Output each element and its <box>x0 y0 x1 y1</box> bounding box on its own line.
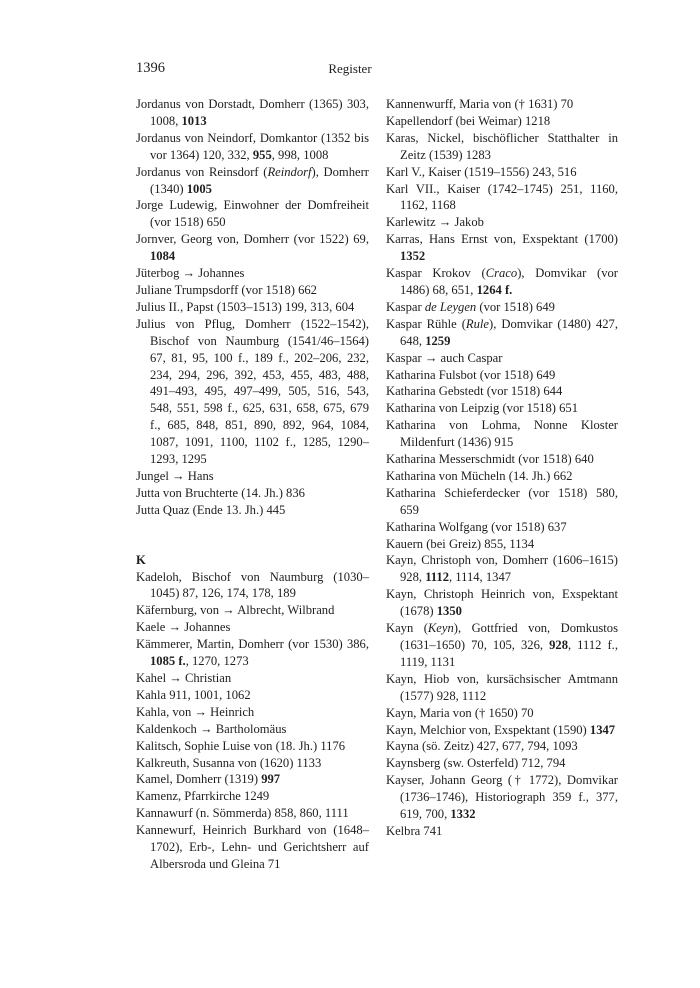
entry-text: Katharina von Leipzig (vor 1518) 651 <box>386 401 578 416</box>
entry-text: Katharina Fulsbot (vor 1518) 649 <box>386 367 556 382</box>
index-entry <box>386 400 618 417</box>
entry-text: Jorge Ludewig, Einwohner der Domfreiheit (vor 1518) 650 <box>136 198 369 230</box>
entry-text: Kahla, von → Heinrich <box>136 704 255 719</box>
index-entry <box>136 704 369 721</box>
index-entry <box>136 822 369 873</box>
index-entry <box>386 316 618 350</box>
entry-text: Kadeloh, Bischof von Naumburg (1030–1045) 87, 126, 174, 178, 189 <box>136 569 369 601</box>
entry-text: Kaele → Johannes <box>136 620 231 635</box>
entry-text: Kahla 911, 1001, 1062 <box>136 687 251 702</box>
index-entry <box>136 468 369 485</box>
entry-text: Kannenwurff, Maria von († 1631) 70 <box>386 97 574 111</box>
variant-name: Keyn <box>427 621 454 636</box>
page-ref-bold: 1013 <box>181 113 207 128</box>
index-entry <box>386 738 618 755</box>
entry-text: Kayn, Melchior von, Exspektant (1590) <box>386 722 590 737</box>
index-entry <box>386 231 618 265</box>
index-entry <box>136 265 369 282</box>
entry-text: Julius II., Papst (1503–1513) 199, 313, 604 <box>136 299 355 314</box>
index-entry <box>386 586 618 620</box>
entry-text: Karl V., Kaiser (1519–1556) 243, 516 <box>386 164 577 179</box>
page-ref-bold: 1350 <box>436 604 462 619</box>
index-entry <box>136 636 369 670</box>
page-ref-bold: 1332 <box>450 807 476 822</box>
index-entry <box>386 755 618 772</box>
entry-text: Karl VII., Kaiser (1742–1745) 251, 1160, 1162, 1168 <box>386 181 618 213</box>
entry-text: Karas, Nickel, bischöflicher Statthalter in Zeitz (1539) 1283 <box>386 130 618 162</box>
index-entry <box>386 181 618 215</box>
index-entry <box>136 602 369 619</box>
index-entry <box>386 722 618 739</box>
index-entry <box>386 620 618 671</box>
index-entry <box>386 214 618 231</box>
entry-text: Jordanus von Neindorf, Domkantor (1352 bis vor 1364) 120, 332, <box>136 130 369 162</box>
entry-text: Kämmerer, Martin, Domherr (vor 1530) 386, <box>136 637 369 652</box>
entry-text: , 998, 1008 <box>271 147 329 162</box>
page-ref-bold: 997 <box>261 772 281 787</box>
entry-text: Kauern (bei Greiz) 855, 1134 <box>386 536 535 551</box>
entry-text: Kelbra 741 <box>386 823 443 838</box>
index-entry <box>386 265 618 299</box>
page-ref-bold: 1085 f. <box>150 654 186 669</box>
index-entry <box>136 670 369 687</box>
entry-text: Jungel → Hans <box>136 468 214 483</box>
entry-text: Katharina Gebstedt (vor 1518) 644 <box>386 384 563 399</box>
entry-text: Kannawurf (n. Sömmerda) 858, 860, 1111 <box>136 806 349 821</box>
entry-text: Karras, Hans Ernst von, Exspektant (1700) <box>386 232 618 247</box>
index-entry <box>386 772 618 823</box>
index-entry <box>386 468 618 485</box>
entry-text: ), Domvikar (vor 1486) 68, 651, <box>400 266 618 297</box>
index-column-right <box>386 96 618 840</box>
index-entry <box>136 299 369 316</box>
section-letter: K <box>136 552 146 567</box>
entry-text: Katharina Messerschmidt (vor 1518) 640 <box>386 452 594 467</box>
page-ref-bold: 1112 <box>425 570 449 585</box>
entry-text: Kaynsberg (sw. Osterfeld) 712, 794 <box>386 756 566 771</box>
index-entry <box>386 519 618 536</box>
entry-text: Katharina von Mücheln (14. Jh.) 662 <box>386 468 573 483</box>
entry-text: Julius von Pflug, Domherr (1522–1542), Bischof von Naumburg (1541/46–1564) 67, 81, 95, 100 f., 189 f., 202–206, 232, 234, 294, 296, 392, 453, 455, 483, 488, 491–493, 495, 497–499, 505, 516, 543, 548, 551, 598 f., 625, 631, 658, 675, 679 f., 685, 848, 851, 890, 892, 964, 1084, 1087, 1091, 1100, 1102 f., 1285, 1290–1293, 1295 <box>136 316 369 467</box>
entry-text: Kaspar → auch Caspar <box>386 350 503 365</box>
index-entry <box>136 485 369 502</box>
section-gap <box>136 519 369 552</box>
entry-text: Juliane Trumpsdorff (vor 1518) 662 <box>136 282 317 297</box>
page-ref-bold: 1352 <box>400 249 426 264</box>
entry-text: , 1270, 1273 <box>185 654 249 669</box>
index-entry <box>386 417 618 451</box>
entry-text: Kayn, Christoph von, Domherr (1606–1615) 928, <box>386 553 618 585</box>
page-number: 1396 <box>136 60 165 76</box>
entry-text: Jutta von Bruchterte (14. Jh.) 836 <box>136 485 305 500</box>
index-entry <box>136 316 369 468</box>
index-entry <box>386 823 618 840</box>
entry-text: Kannewurf, Heinrich Burkhard von (1648–1702), Erb-, Lehn- und Gerichtsherr auf Albersroda und Gleina 71 <box>136 823 369 871</box>
index-entry <box>136 164 369 198</box>
index-entry <box>136 197 369 231</box>
entry-text: Jordanus von Reinsdorf ( <box>136 164 268 179</box>
page-ref-bold: 1259 <box>425 333 451 348</box>
entry-text: Kayn, Maria von († 1650) 70 <box>386 705 534 720</box>
entry-text: Jornver, Georg von, Domherr (vor 1522) 69, <box>136 232 369 247</box>
entry-text: Katharina Wolfgang (vor 1518) 637 <box>386 519 567 534</box>
entry-text: Kahel → Christian <box>136 671 232 685</box>
index-entry <box>136 502 369 519</box>
entry-text: Kaspar Rühle ( <box>386 316 466 331</box>
entry-text: Katharina von Lohma, Nonne Kloster Mildenfurt (1436) 915 <box>386 418 618 450</box>
variant-name: de Leygen <box>424 299 477 314</box>
index-entry <box>136 569 369 603</box>
entry-text: Kalkreuth, Susanna von (1620) 1133 <box>136 755 322 770</box>
entry-text: Käfernburg, von → Albrecht, Wilbrand <box>136 603 335 618</box>
entry-text: Kaspar Krokov ( <box>386 266 486 281</box>
entry-text: ), Domherr (1340) <box>150 164 369 196</box>
index-entry <box>136 721 369 738</box>
index-entry <box>136 619 369 636</box>
entry-text: , 1114, 1347 <box>449 570 512 585</box>
index-entry <box>136 96 369 130</box>
page-ref-bold: 1264 f. <box>476 282 513 297</box>
entry-text: Jüterbog → Johannes <box>136 266 245 281</box>
index-column-left <box>136 96 369 873</box>
variant-name: Craco <box>485 266 518 281</box>
page-ref-bold: 1347 <box>589 722 616 737</box>
index-entry <box>386 671 618 705</box>
index-entry <box>386 383 618 400</box>
index-entry <box>136 805 369 822</box>
index-entry <box>136 282 369 299</box>
entry-text: Kalitsch, Sophie Luise von (18. Jh.) 1176 <box>136 738 346 753</box>
entry-text: ), Domvikar (1480) 427, 648, <box>400 316 618 348</box>
index-entry <box>386 367 618 384</box>
index-entry <box>386 705 618 722</box>
entry-text: Kamel, Domherr (1319) <box>136 772 262 787</box>
index-entry <box>386 350 618 367</box>
entry-text: , 1112 f., 1119, 1131 <box>400 638 618 669</box>
page-ref-bold: 1084 <box>150 249 176 264</box>
index-entry <box>386 552 618 586</box>
index-entry <box>136 687 369 704</box>
variant-name: Rule <box>465 316 490 331</box>
entry-text: Kayn, Hiob von, kursächsischer Amtmann (1577) 928, 1112 <box>386 671 618 703</box>
page-ref-bold: 955 <box>252 147 272 162</box>
page-ref-bold: 1005 <box>186 181 212 196</box>
index-entry <box>136 738 369 755</box>
entry-text: Kayn ( <box>386 621 428 636</box>
running-head: Register <box>328 61 372 76</box>
index-entry <box>386 96 618 113</box>
entry-text: (vor 1518) 649 <box>476 299 555 314</box>
index-entry <box>386 113 618 130</box>
index-entry <box>386 164 618 181</box>
entry-text: ), Gottfried von, Domkustos (1631–1650) 70, 105, 326, <box>400 621 618 652</box>
entry-text: Kaldenkoch → Bartholomäus <box>136 721 287 736</box>
index-entry <box>386 299 618 316</box>
index-entry <box>136 788 369 805</box>
index-entry <box>136 231 369 265</box>
variant-name: Reindorf <box>267 164 312 179</box>
entry-text: Kayser, Johann Georg († 1772), Domvikar (1736–1746), Historiograph 359 f., 377, 619, 700, <box>386 773 618 822</box>
index-entry <box>386 451 618 468</box>
page-ref-bold: 928 <box>549 638 568 652</box>
index-entry <box>386 536 618 553</box>
index-entry <box>136 771 369 788</box>
index-entry <box>136 755 369 772</box>
entry-text: Jutta Quaz (Ende 13. Jh.) 445 <box>136 502 286 517</box>
entry-text: Kapellendorf (bei Weimar) 1218 <box>386 113 551 128</box>
entry-text: Kamenz, Pfarrkirche 1249 <box>136 789 270 804</box>
index-entry <box>136 130 369 164</box>
entry-text: Kayna (sö. Zeitz) 427, 677, 794, 1093 <box>386 739 578 754</box>
index-entry <box>386 485 618 519</box>
entry-text: Karlewitz → Jakob <box>386 215 484 230</box>
entry-text: Kaspar <box>386 299 425 314</box>
entry-text: Jordanus von Dorstadt, Domherr (1365) 303, 1008, <box>136 97 369 128</box>
entry-text: Katharina Schieferdecker (vor 1518) 580, 659 <box>386 485 618 517</box>
index-entry <box>386 130 618 164</box>
entry-text: Kayn, Christoph Heinrich von, Exspektant (1678) <box>386 587 618 619</box>
